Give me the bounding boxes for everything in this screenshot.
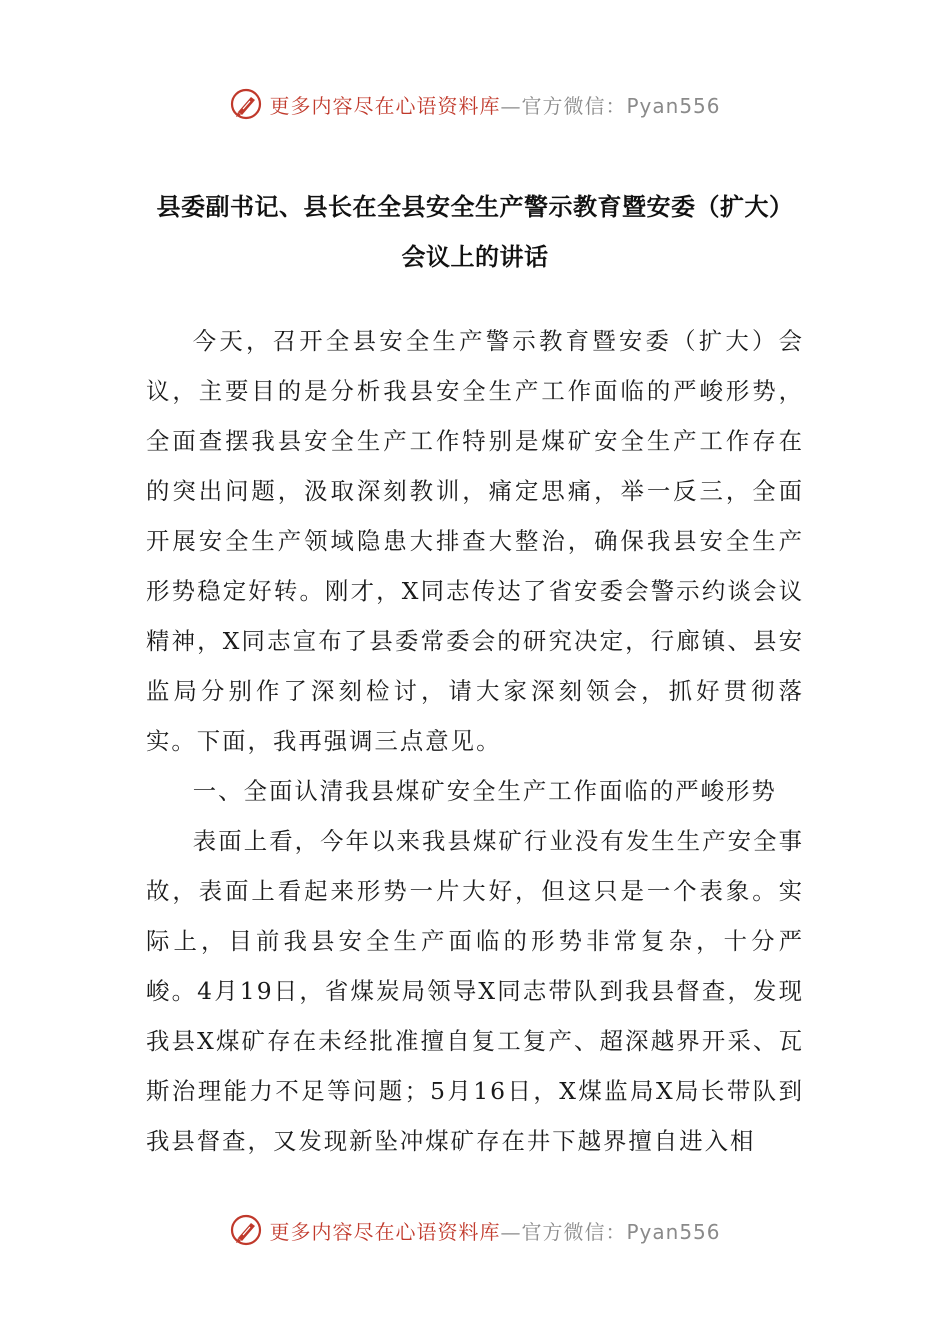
pen-nib-logo-icon bbox=[229, 87, 263, 121]
document-title: 县委副书记、县长在全县安全生产警示教育暨安委（扩大）会议上的讲话 bbox=[156, 193, 794, 271]
watermark-brand: 更多内容尽在心语资料库 bbox=[269, 1219, 501, 1244]
header-watermark bbox=[0, 84, 950, 124]
watermark-separator: — bbox=[500, 93, 522, 118]
section-heading-1: 一、全面认清我县煤矿安全生产工作面临的严峻形势 bbox=[192, 777, 777, 805]
footer-watermark bbox=[0, 1210, 950, 1250]
watermark-label: 官方微信： bbox=[521, 93, 627, 118]
watermark-brand: 更多内容尽在心语资料库 bbox=[269, 93, 501, 118]
watermark-account: Pyan556 bbox=[626, 93, 721, 118]
watermark-text bbox=[269, 1216, 720, 1245]
watermark-label: 官方微信： bbox=[521, 1219, 627, 1244]
paragraph-1: 表面上看，今年以来我县煤矿行业没有发生生产安全事故，表面上看起来形势一片大好，但这只是一个表象。实际上，目前我县安全生产面临的形势非常复杂，十分严峻。4月19日，省煤炭局领导X同志带队到我县督查，发现我县X煤矿存在未经批准擅自复工复产、超深越界开采、瓦斯治理能力不足等问题；5月16日，X煤监局X局长带队到我县督查，又发现新坠冲煤矿存在井下越界擅自进入相 bbox=[146, 827, 804, 1155]
paragraph-intro: 今天，召开全县安全生产警示教育暨安委（扩大）会议，主要目的是分析我县安全生产工作面临的严峻形势，全面查摆我县安全生产工作特别是煤矿安全生产工作存在的突出问题，汲取深刻教训，痛定思痛，举一反三，全面开展安全生产领域隐患大排查大整治，确保我县安全生产形势稳定好转。刚才，X同志传达了省安委会警示约谈会议精神，X同志宣布了县委常委会的研究决定，行廊镇、县安监局分别作了深刻检讨，请大家深刻领会，抓好贯彻落实。下面，我再强调三点意见。 bbox=[146, 327, 804, 755]
pen-nib-logo-icon bbox=[229, 1213, 263, 1247]
watermark-separator: — bbox=[500, 1219, 522, 1244]
watermark-account: Pyan556 bbox=[626, 1219, 721, 1244]
document-body bbox=[146, 316, 804, 1166]
watermark-text bbox=[269, 90, 720, 119]
